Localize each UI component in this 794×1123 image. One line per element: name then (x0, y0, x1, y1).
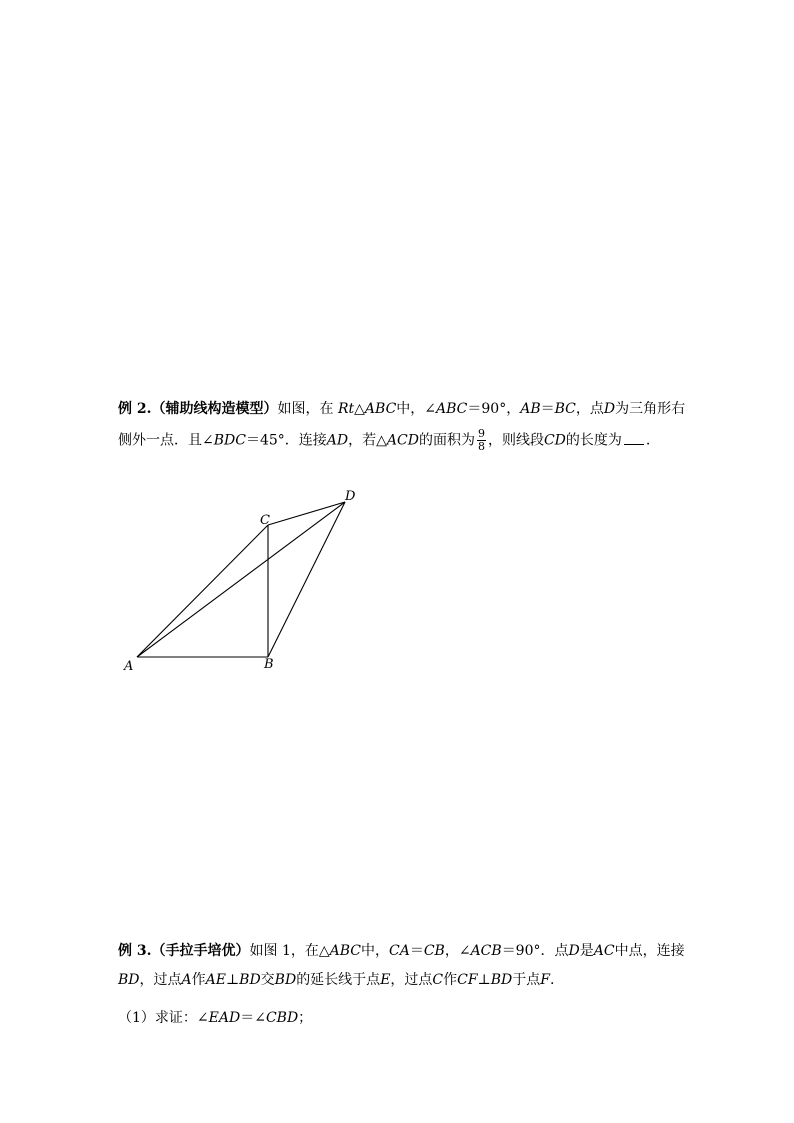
segment-ac (137, 525, 268, 657)
math: CF (457, 972, 478, 988)
text: △ (354, 401, 365, 417)
math: CB (423, 943, 445, 959)
math: AC (593, 943, 615, 959)
text: ，过点 (139, 972, 182, 988)
text: ，若△ (348, 432, 387, 449)
text: 侧外一点．且∠ (118, 432, 214, 449)
math: EAD (208, 1010, 241, 1026)
text: （1）求证：∠ (118, 1010, 209, 1026)
point-label-b: B (264, 657, 274, 672)
math: CA (389, 943, 410, 959)
text: ＝90°， (467, 401, 521, 417)
text: ，则线段 (487, 432, 544, 449)
text: 的长度为 (565, 432, 622, 449)
fraction-numerator: 9 (477, 427, 485, 440)
math: AE (205, 972, 226, 988)
text: ＝90°．点 (501, 943, 569, 959)
math: ABC (329, 943, 361, 959)
text: 中点，连接 (614, 943, 685, 959)
segment-ad (137, 502, 345, 657)
point-label-c: C (260, 513, 270, 528)
text: ，∠ (444, 943, 471, 959)
text: ＝ (540, 401, 555, 417)
text: 为三角形右 (615, 401, 686, 417)
text: 作 (191, 972, 206, 988)
text: 如图，在 (277, 401, 334, 417)
math: BD (490, 972, 513, 988)
text: ，点 (575, 401, 604, 417)
text: 于点 (512, 972, 541, 988)
text: ； (298, 1010, 313, 1026)
math: BD (239, 972, 261, 988)
example3-question1 (118, 1007, 312, 1027)
math: D (603, 401, 616, 417)
segment-bd (268, 502, 345, 657)
math: BDC (213, 432, 246, 449)
math: BD (118, 972, 140, 988)
answer-blank[interactable] (624, 432, 644, 445)
example2-line2 (118, 428, 650, 453)
segment-cd (268, 502, 345, 525)
math: BC (554, 401, 576, 417)
math: BD (274, 972, 297, 988)
text: 是 (579, 943, 594, 959)
math: A (181, 972, 192, 988)
example3-line1 (118, 940, 685, 960)
text: ⊥ (225, 972, 240, 988)
example3-label: 例 3. (118, 943, 152, 959)
text: 作 (443, 972, 458, 988)
text: 交 (260, 972, 275, 988)
text: 的延长线于点 (296, 972, 381, 988)
text: ＝∠ (240, 1010, 266, 1026)
example3-line2 (118, 969, 554, 989)
text: ＝45°．连接 (245, 432, 327, 449)
math: ACB (470, 943, 502, 959)
example2-line1 (118, 398, 685, 418)
math: ACD (386, 432, 419, 449)
geometry-figure (110, 478, 370, 678)
example2-label: 例 2. (118, 401, 152, 417)
math: F (540, 972, 550, 988)
fraction (477, 428, 486, 453)
point-label-d: D (345, 489, 356, 504)
example2-tag: （辅助线构造模型） (151, 401, 278, 417)
math: ABC (364, 401, 397, 417)
math: Rt (337, 401, 355, 417)
text: ⊥ (477, 972, 491, 988)
text: 的面积为 (418, 432, 475, 449)
math: AD (326, 432, 349, 449)
math: E (380, 972, 391, 988)
math: D (568, 943, 580, 959)
math: ABC (436, 401, 468, 417)
example3-tag: （手拉手培优） (151, 943, 250, 959)
text: 如图 1，在△ (249, 943, 330, 959)
math: CD (543, 432, 566, 449)
text: 中，∠ (396, 401, 437, 417)
math: C (432, 972, 444, 988)
text: . (645, 432, 651, 449)
text: ，过点 (390, 972, 433, 988)
fraction-denominator: 8 (477, 440, 485, 453)
point-label-a: A (124, 659, 134, 674)
math: AB (520, 401, 541, 417)
text: ＝ (409, 943, 424, 959)
text: . (549, 972, 555, 988)
math: CBD (265, 1010, 299, 1026)
text: 中， (361, 943, 389, 959)
